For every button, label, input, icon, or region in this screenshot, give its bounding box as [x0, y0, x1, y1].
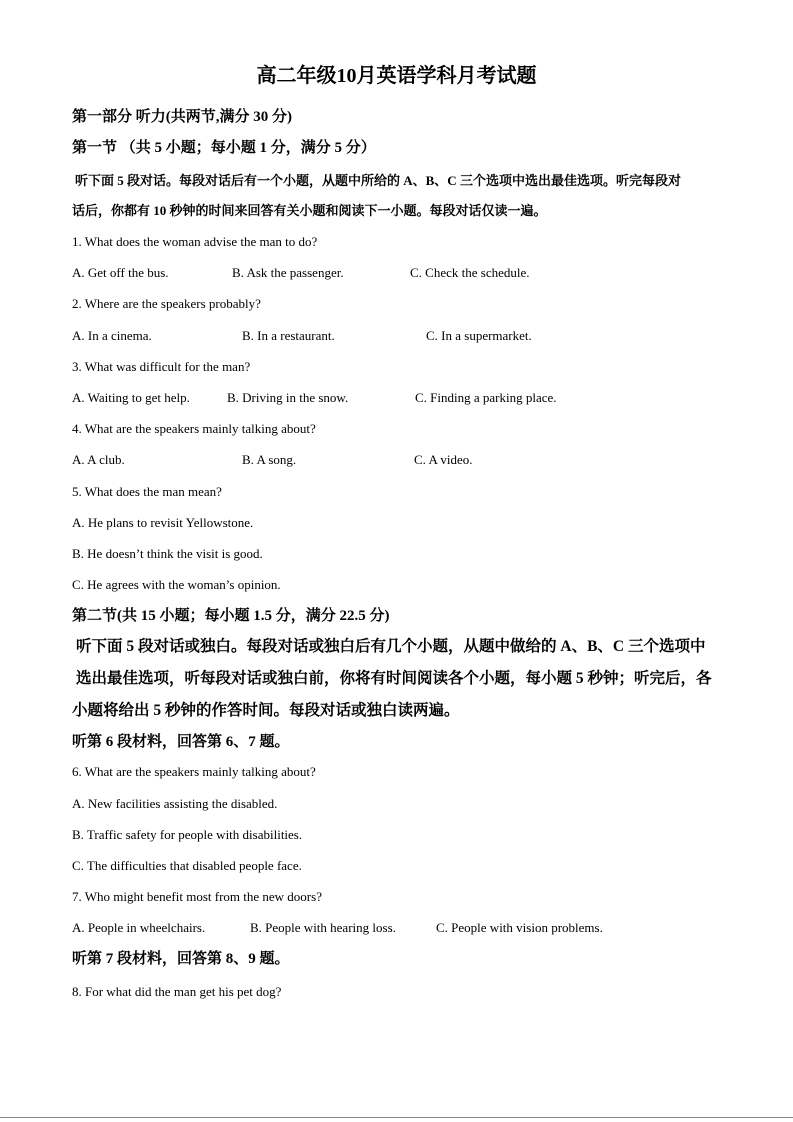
question-2-option-c: C. In a supermarket. [426, 328, 532, 343]
question-8-stem: 8. For what did the man get his pet dog? [72, 984, 282, 999]
question-6-option-c: C. The difficulties that disabled people face. [72, 858, 302, 873]
group2-heading: 听第 7 段材料，回答第 8、9 题。 [72, 951, 290, 967]
question-7-option-b: B. People with hearing loss. [250, 920, 396, 935]
question-7-stem: 7. Who might benefit most from the new doors? [72, 889, 322, 904]
question-6-option-a: A. New facilities assisting the disabled. [72, 796, 278, 811]
section2-instructions-line3: 小题将给出 5 秒钟的作答时间。每段对话或独白读两遍。 [72, 702, 460, 719]
question-7-option-c: C. People with vision problems. [436, 920, 603, 935]
page-bottom-rule [0, 1117, 793, 1118]
question-4-option-c: C. A video. [414, 452, 473, 467]
question-6-option-b: B. Traffic safety for people with disabilities. [72, 827, 303, 842]
section2-instructions-line2: 选出最佳选项，听每段对话或独白前，你将有时间阅读各个小题，每小题 5 秒钟；听完后，各 [76, 670, 712, 687]
part1-heading: 第一部分 听力(共两节,满分 30 分) [72, 109, 292, 125]
question-2-option-a: A. In a cinema. [72, 328, 152, 343]
question-5-option-a: A. He plans to revisit Yellowstone. [72, 515, 254, 530]
question-5-option-c: C. He agrees with the woman’s opinion. [72, 577, 281, 592]
section2-heading: 第二节(共 15 小题；每小题 1.5 分，满分 22.5 分) [72, 608, 390, 624]
question-1-stem: 1. What does the woman advise the man to do? [72, 234, 318, 249]
question-2-option-b: B. In a restaurant. [242, 328, 335, 343]
question-4-option-b: B. A song. [242, 452, 297, 467]
section1-instructions-line1: 听下面 5 段对话。每段对话后有一个小题，从题中所给的 A、B、C 三个选项中选出最佳选项。听完每段对 [75, 173, 681, 188]
question-1-option-b: B. Ask the passenger. [232, 265, 344, 280]
question-3-stem: 3. What was difficult for the man? [72, 359, 251, 374]
question-2-stem: 2. Where are the speakers probably? [72, 296, 261, 311]
question-1-option-c: C. Check the schedule. [410, 265, 530, 280]
question-5-option-b: B. He doesn’t think the visit is good. [72, 546, 263, 561]
question-6-stem: 6. What are the speakers mainly talking about? [72, 764, 316, 779]
section1-instructions-line2: 话后，你都有 10 秒钟的时间来回答有关小题和阅读下一小题。每段对话仅读一遍。 [72, 203, 547, 218]
question-1-option-a: A. Get off the bus. [72, 265, 169, 280]
section2-instructions-line1: 听下面 5 段对话或独白。每段对话或独白后有几个小题，从题中做给的 A、B、C 三个选项中 [76, 638, 706, 655]
question-4-option-a: A. A club. [72, 452, 125, 467]
question-5-stem: 5. What does the man mean? [72, 484, 222, 499]
question-3-option-c: C. Finding a parking place. [415, 390, 557, 405]
question-3-option-a: A. Waiting to get help. [72, 390, 190, 405]
question-4-stem: 4. What are the speakers mainly talking about? [72, 421, 316, 436]
section1-heading: 第一节 （共 5 小题；每小题 1 分，满分 5 分） [72, 140, 376, 156]
group1-heading: 听第 6 段材料，回答第 6、7 题。 [72, 734, 290, 750]
question-7-option-a: A. People in wheelchairs. [72, 920, 206, 935]
page-title: 高二年级10月英语学科月考试题 [256, 65, 537, 87]
question-3-option-b: B. Driving in the snow. [227, 390, 349, 405]
